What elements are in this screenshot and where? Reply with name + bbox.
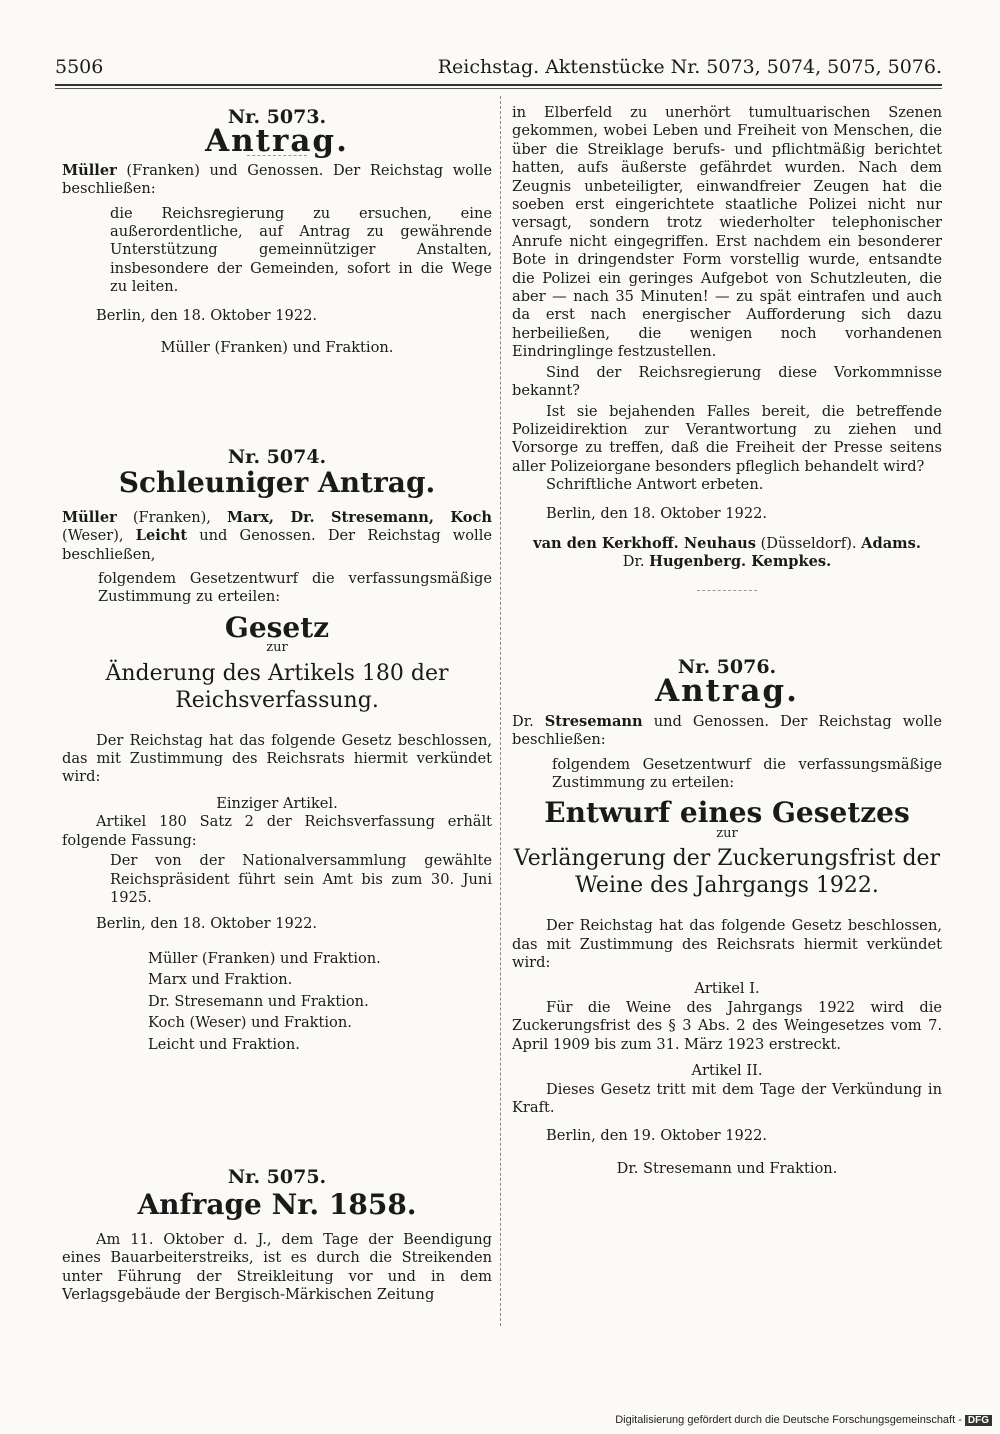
date: Berlin, den 19. Oktober 1922. [546,1127,768,1145]
signature: Marx und Fraktion. [148,971,293,989]
signatory-title: Dr. [622,553,650,571]
law-zur: zur [266,640,288,656]
law-title: Änderung des Artikels 180 der Reichsverfassung. [105,660,449,713]
intro-text-2: (Weser), [62,527,136,545]
intro-name-2: Marx, Dr. Stresemann, Koch [226,508,492,526]
law-heading: Entwurf eines Gesetzes [544,796,910,830]
date: Berlin, den 18. Oktober 1922. [96,306,318,324]
law-title: Verlängerung der Zuckerungsfrist der Weine des Jahrgangs 1922. [513,846,941,899]
question-1: Sind der Reichsregierung diese Vorkommnisse bekannt? [512,363,942,400]
signatories [512,535,942,572]
signature: Müller (Franken) und Fraktion. [160,339,394,357]
article-text: Artikel 180 Satz 2 der Reichsverfassung erhält folgende Fassung: [62,813,492,849]
section-number: Nr. 5075. [227,1166,327,1188]
signature-list [62,948,492,1056]
intro-title: Dr. [512,712,545,730]
signature: Dr. Stresemann und Fraktion. [148,992,369,1010]
motion-body: die Reichsregierung zu ersuchen, eine außerordentliche, auf Antrag zu gewährende Unterstützung gemeinnütziger Anstalten, insbesondere der Gemeinden, sofort in die Wege zu leiten. [110,204,492,296]
digitization-credit [615,1414,992,1426]
signature: Dr. Stresemann und Fraktion. [616,1159,838,1177]
credit-text: Digitalisierung gefördert durch die Deutsche Forschungsgemeinschaft - [615,1414,962,1426]
date: Berlin, den 18. Oktober 1922. [546,504,768,522]
section-heading: Anfrage Nr. 1858. [137,1188,417,1222]
date: Berlin, den 18. Oktober 1922. [96,915,318,933]
header-title: Reichstag. Aktenstücke Nr. 5073, 5074, 5075, 5076. [437,56,942,78]
section-heading: Schleuniger Antrag. [118,466,436,500]
enactment-clause: Der Reichstag hat das folgende Gesetz beschlossen, das mit Zustimmung des Reichsrats hiermit verkündet wird: [62,731,492,786]
signatory-place: (Düsseldorf). [755,534,862,552]
intro [512,713,942,750]
signature: Leicht und Fraktion. [148,1035,300,1053]
motion-body: folgendem Gesetzentwurf die verfassungsmäßige Zustimmung zu erteilen: [552,755,942,792]
section-number: Nr. 5076. [677,656,777,678]
page-header [55,56,942,82]
page-number: 5506 [55,56,104,78]
signatory-names-2: Hugenberg. Kempkes. [649,553,832,571]
divider [697,590,757,591]
header-rule-thin [55,88,942,89]
signature: Koch (Weser) und Fraktion. [148,1014,352,1032]
section-heading: Antrag. [205,123,349,160]
header-rule [55,84,942,86]
answer-request: Schriftliche Antwort erbeten. [546,476,764,494]
signature: Müller (Franken) und Fraktion. [148,949,381,967]
column-divider [500,96,501,1326]
intro [62,162,492,199]
section-5074 [62,448,492,1055]
enactment-clause: Der Reichstag hat das folgende Gesetz beschlossen, das mit Zustimmung des Reichsrats hiermit verkündet wird: [512,917,942,972]
intro-text-1: (Franken), [116,508,227,526]
intro-rest: (Franken) und Genossen. Der Reichstag wolle beschließen: [62,161,492,198]
section-5076 [512,658,942,1178]
intro-name-1: Müller [62,508,117,526]
section-5073 [62,108,492,357]
intro-name-3: Leicht [135,527,188,545]
section-5075-continued [512,104,942,595]
article-heading: Artikel I. [694,980,760,998]
article-heading: Artikel II. [691,1062,763,1080]
intro-name: Stresemann [544,712,643,730]
article-heading: Einziger Artikel. [216,794,338,812]
article-text: Dieses Gesetz tritt mit dem Tage der Verkündung in Kraft. [512,1080,942,1116]
intro [62,509,492,564]
motion-body: folgendem Gesetzentwurf die verfassungsmäßige Zustimmung zu erteilen: [98,570,492,606]
intro-text-3: und Genossen. Der Reichstag wolle beschließen, [62,527,492,563]
intro-rest: und Genossen. Der Reichstag wolle beschließen: [512,712,942,749]
section-5075 [62,1168,492,1304]
section-number: Nr. 5074. [227,446,327,468]
section-heading: Antrag. [655,673,799,710]
inquiry-continued: in Elberfeld zu unerhört tumultuarischen Szenen gekommen, wobei Leben und Freiheit von Menschen, die über die Streiklage berufs- und pflichtmäßig berichtet hatten, aufs äußerste gefährdet wurden. Nach dem Zeugnis unbeteiligter, einwandfreier Zeugen hat die soeben erst eingerichtete staatliche Polizei nicht nur versagt, sondern trotz wiederholter telephonischer Anrufe nicht eingegriffen. Erst nachdem ein besonderer Bote in dringendster Form vorstellig wurde, entsandte die Polizei ein geringes Aufgebot von Schutzleuten, die aber — nach 35 Minuten! — zu spät eintrafen und auch da erst nach energischer Aufforderung sich dazu herbeiließen, die wenigen noch vorhandenen Eindringlinge festzustellen. [512,104,942,361]
law-heading: Gesetz [224,610,330,644]
intro-name: Müller [62,161,117,179]
article-quote: Der von der Nationalversammlung gewählte Reichspräsident führt sein Amt bis zum 30. Juni 1925. [110,852,492,906]
section-number: Nr. 5073. [227,106,327,128]
article-text: Für die Weine des Jahrgangs 1922 wird die Zuckerungsfrist des § 3 Abs. 2 des Weingesetzes vom 7. April 1909 bis zum 31. März 1923 erstreckt. [512,998,942,1053]
inquiry-body: Am 11. Oktober d. J., dem Tage der Beendigung eines Bauarbeiterstreiks, ist es durch die Streikenden unter Führung der Streikleitung vor und in dem Verlagsgebäude der Bergisch-Märkischen Zeitung [62,1230,492,1304]
question-2: Ist sie bejahenden Falles bereit, die betreffende Polizeidirektion zur Verantwortung zu ziehen und Vorsorge zu treffen, daß die Freiheit der Presse seitens aller Polizeiorgane besonders pfleglich behandelt wird? [512,402,942,475]
law-zur: zur [716,825,738,841]
signatory-name: Adams. [861,534,921,552]
dfg-logo: DFG [965,1415,992,1426]
signatory-names: van den Kerkhoff. Neuhaus [533,534,756,552]
